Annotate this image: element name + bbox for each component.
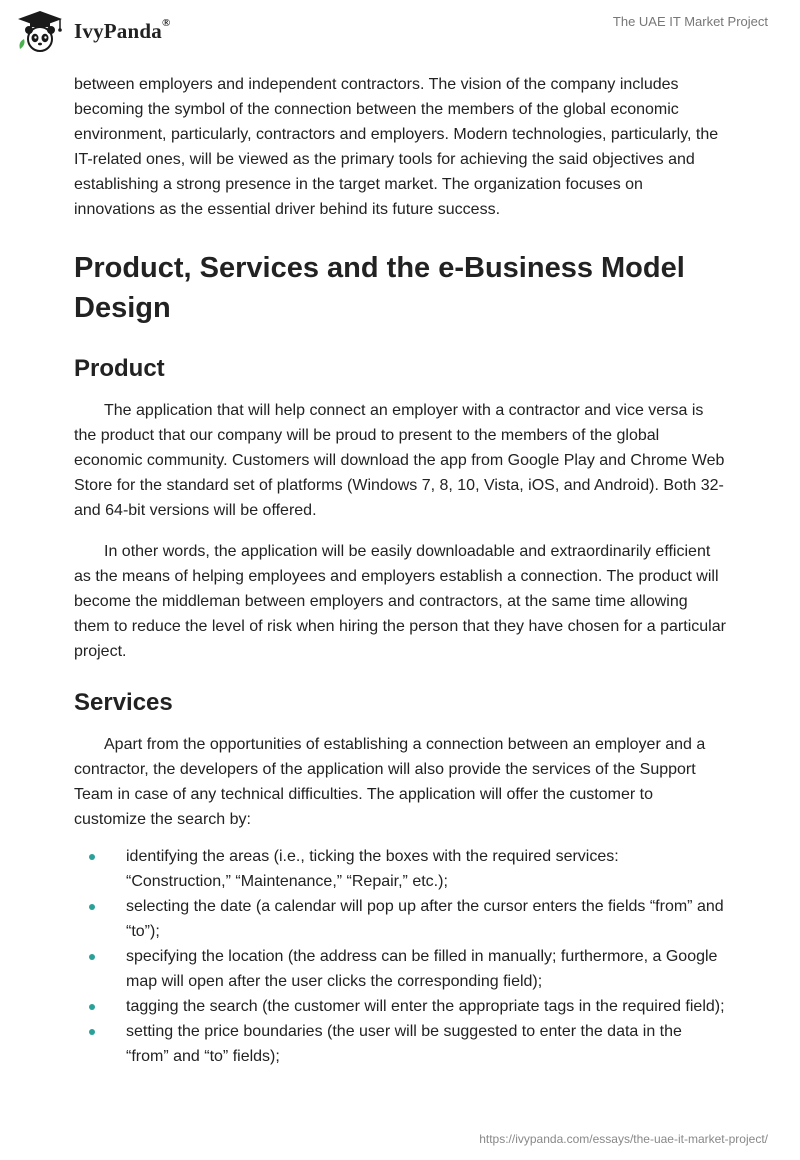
product-paragraph-2: In other words, the application will be easily downloadable and extraordinarily efficient as the means of helping employees and employers establish a connection. The product will become the middleman between employers and contractors, at the same time allowing them to reduce the level of risk when hiring the person that they have chosen for a particular project. bbox=[74, 543, 726, 660]
list-item: tagging the search (the customer will enter the appropriate tags in the required field); bbox=[74, 994, 726, 1019]
article-body bbox=[74, 72, 726, 1069]
bullet-icon bbox=[89, 904, 95, 910]
list-item: identifying the areas (i.e., ticking the boxes with the required services: “Construction,” “Maintenance,” “Repair,” etc.); bbox=[74, 844, 726, 894]
source-url[interactable]: https://ivypanda.com/essays/the-uae-it-market-project/ bbox=[479, 1132, 768, 1146]
list-item: specifying the location (the address can be filled in manually; furthermore, a Google map will open after the user clicks the corresponding field); bbox=[74, 944, 726, 994]
bullet-icon bbox=[89, 854, 95, 860]
bullet-icon bbox=[89, 954, 95, 960]
panda-graduate-icon bbox=[14, 9, 66, 53]
services-paragraph: Apart from the opportunities of establishing a connection between an employer and a contractor, the developers of the application will also provide the services of the Support Team in case of any technical difficulties. The application will offer the customer to customize the search by: bbox=[74, 736, 706, 828]
services-heading: Services bbox=[74, 689, 173, 716]
bullet-icon bbox=[89, 1004, 95, 1010]
list-item: setting the price boundaries (the user will be suggested to enter the data in the “from” and “to” fields); bbox=[74, 1019, 726, 1069]
search-options-list bbox=[74, 844, 726, 1069]
product-paragraph-1: The application that will help connect an employer with a contractor and vice versa is the product that our company will be proud to present to the members of the global economic community. Customers will download the app from Google Play and Chrome Web Store for the standard set of platforms (Windows 7, 8, 10, Vista, iOS, and Android). Both 32- and 64-bit versions will be offered. bbox=[74, 402, 725, 519]
bullet-icon bbox=[89, 1029, 95, 1035]
list-item: selecting the date (a calendar will pop up after the cursor enters the fields “from” and “to”); bbox=[74, 894, 726, 944]
brand-logo[interactable] bbox=[14, 9, 170, 53]
brand-name: IvyPanda® bbox=[74, 16, 171, 43]
document-title: The UAE IT Market Project bbox=[612, 14, 768, 29]
page-header bbox=[0, 0, 800, 70]
intro-paragraph: between employers and independent contractors. The vision of the company includes becoming the symbol of the connection between the members of the global economic environment, particularly, contractors and employers. Modern technologies, particularly, the IT-related ones, will be viewed as the primary tools for achieving the said objectives and establishing a strong presence in the target market. The organization focuses on innovations as the essential driver behind its future success. bbox=[74, 76, 719, 218]
section-heading: Product, Services and the e-Business Model Design bbox=[74, 252, 685, 324]
product-heading: Product bbox=[74, 355, 165, 382]
